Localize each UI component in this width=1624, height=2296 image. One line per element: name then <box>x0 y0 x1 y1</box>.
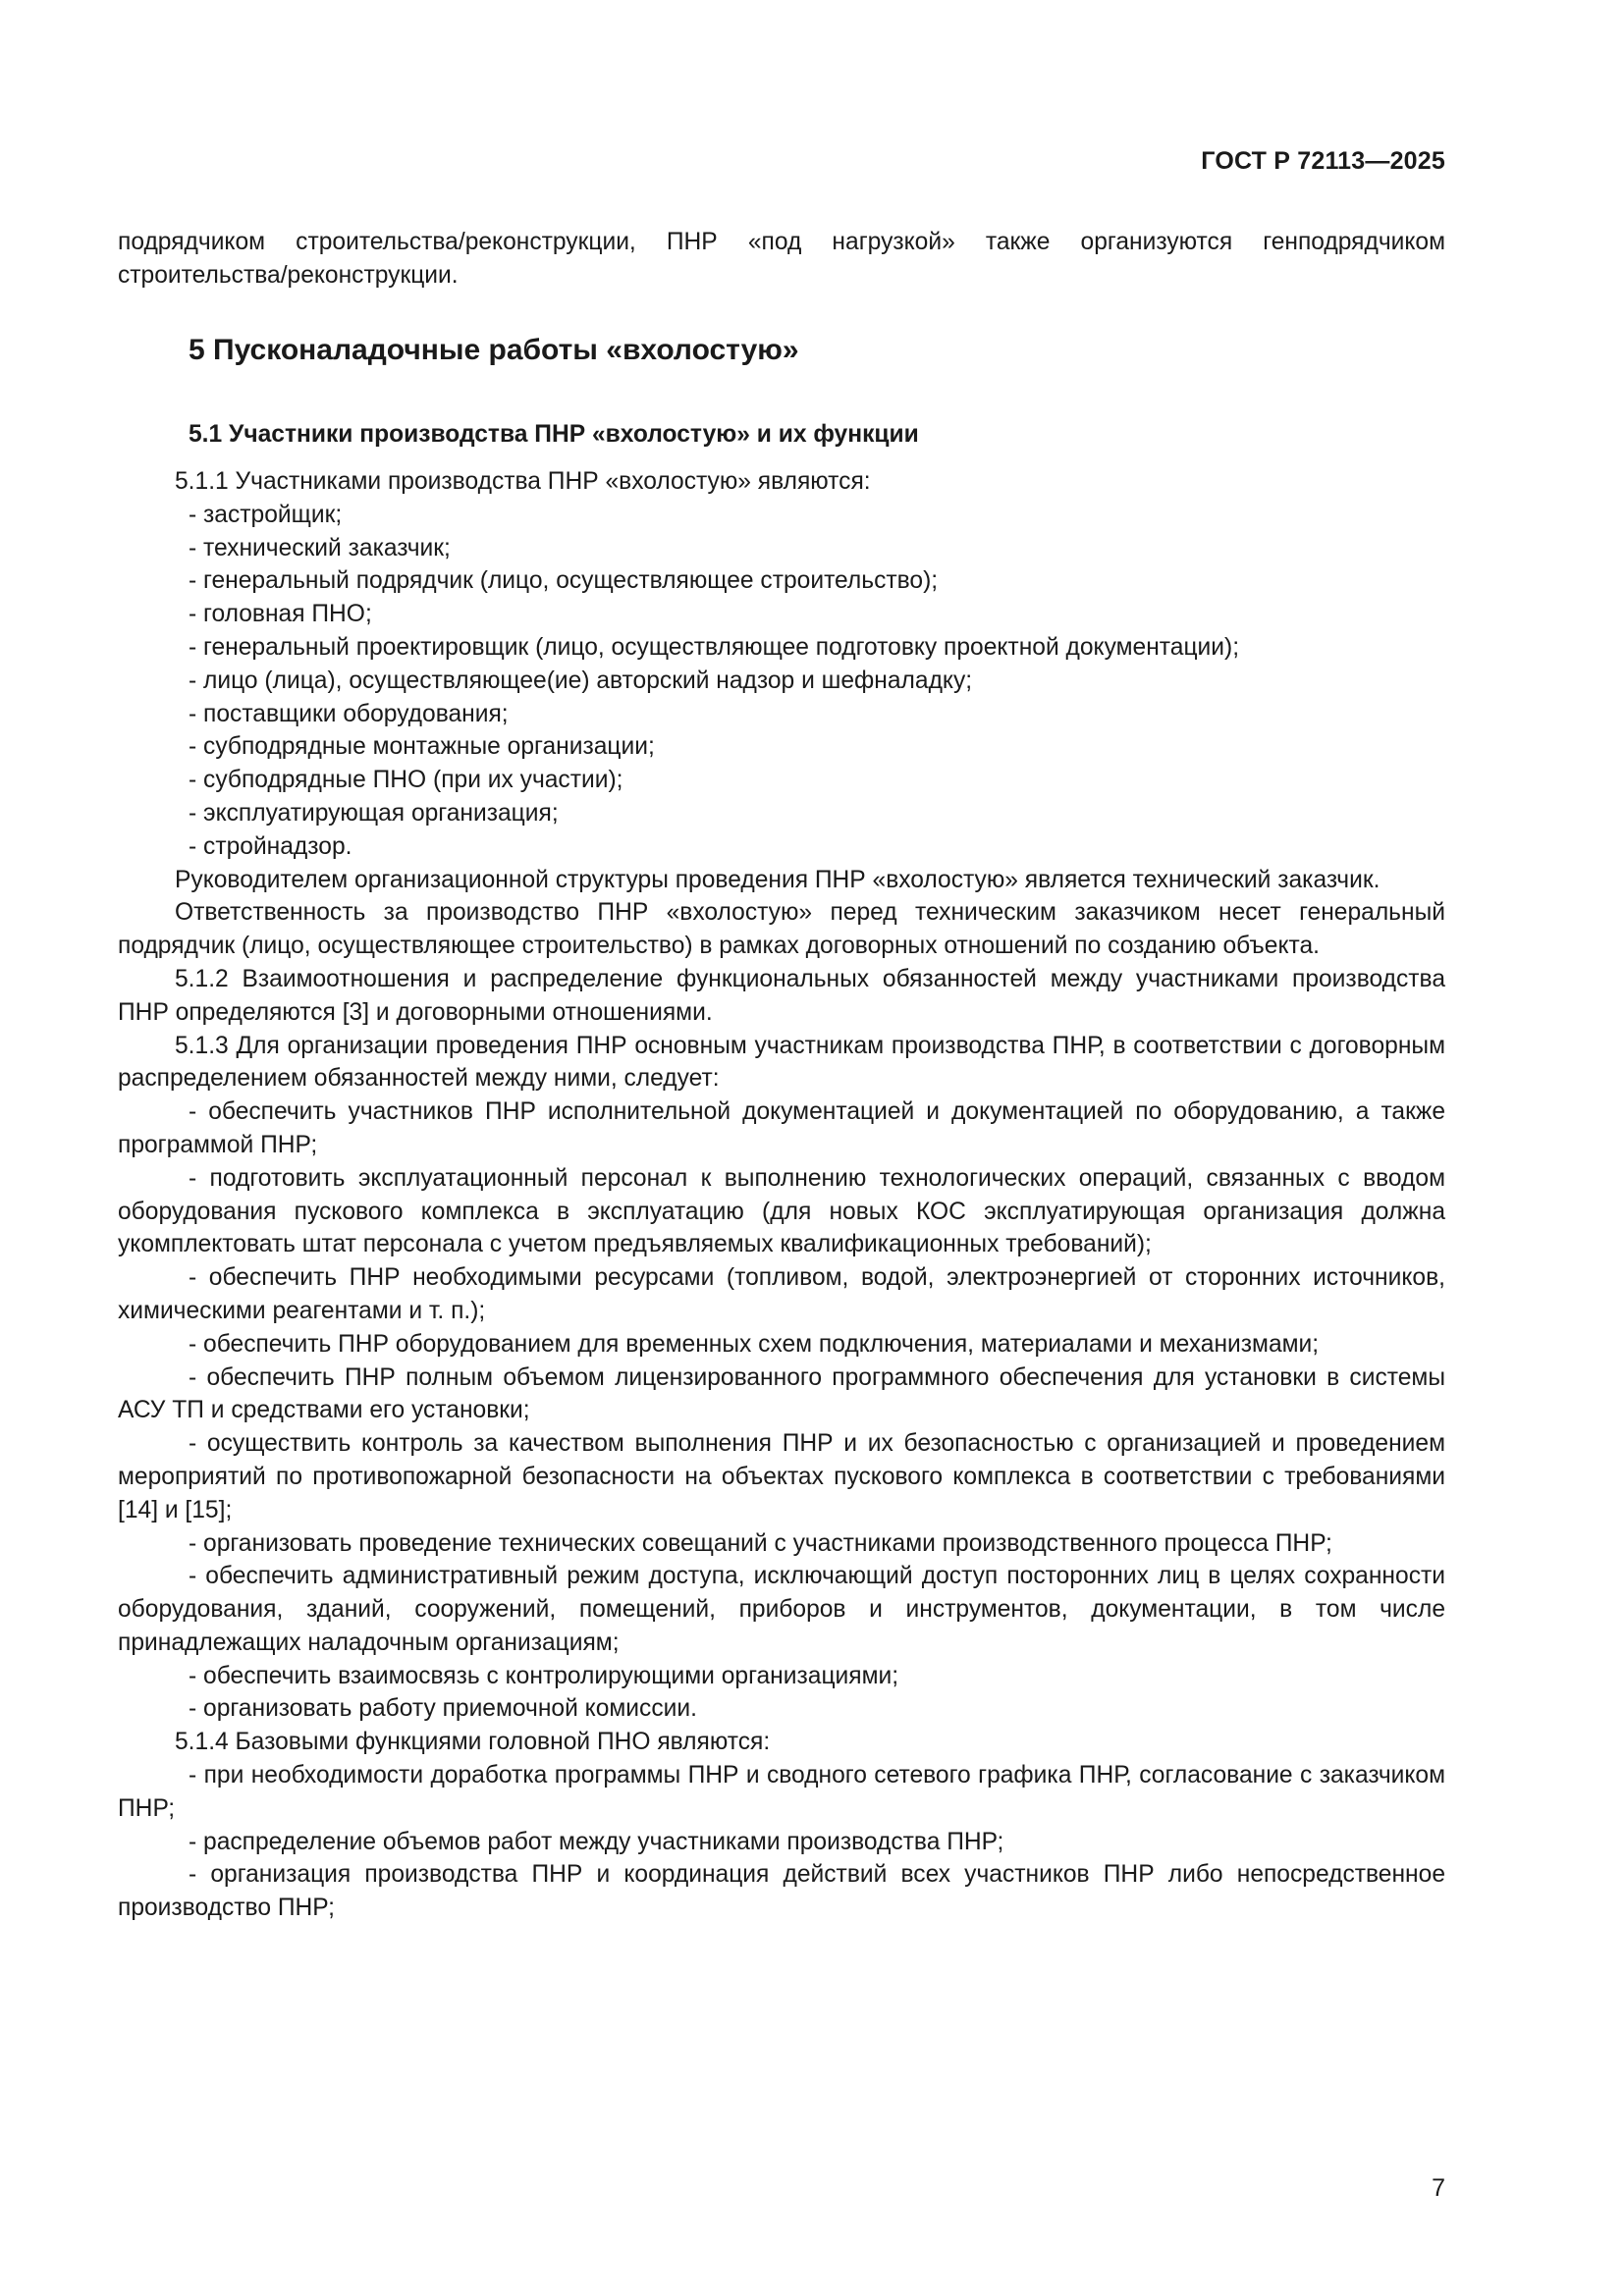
clause-5-1-1-lead: 5.1.1 Участниками производства ПНР «вхолостую» являются: <box>175 468 871 495</box>
list-item: - организовать проведение технических совещаний с участниками производственного процесса ПНР; <box>189 1529 1332 1557</box>
clause-5-1-3-lead: 5.1.3 Для организации проведения ПНР основным участникам производства ПНР, в соответствии с договорным распределением обязанностей между ними, следует: <box>118 1032 1445 1093</box>
list-item: - субподрядные монтажные организации; <box>189 733 655 761</box>
subsection-title: 5.1 Участники производства ПНР «вхолостую» и их функции <box>189 421 919 448</box>
list-item: - поставщики оборудования; <box>189 700 509 727</box>
page-content <box>118 226 1445 1922</box>
page-number: 7 <box>1432 2174 1445 2202</box>
clause-5-1-4-lead: 5.1.4 Базовыми функциями головной ПНО являются: <box>175 1729 771 1756</box>
list-item: - лицо (лица), осуществляющее(ие) авторский надзор и шефналадку; <box>189 667 973 694</box>
leader-paragraph: Руководителем организационной структуры проведения ПНР «вхолостую» является технический заказчик. <box>175 866 1380 893</box>
list-item: - при необходимости доработка программы ПНР и сводного сетевого графика ПНР, согласование с заказчиком ПНР; <box>118 1762 1445 1822</box>
list-item: - подготовить эксплуатационный персонал к выполнению технологических операций, связанных с вводом оборудования пускового комплекса в эксплуатацию (для новых КОС эксплуатирующая организация должна укомплектовать штат персонала с учетом предъявляемых квалификационных требований); <box>118 1164 1445 1258</box>
list-item: - обеспечить административный режим доступа, исключающий доступ посторонних лиц в целях сохранности оборудования, зданий, сооружений, помещений, приборов и инструментов, документации, в том числе принадлежащих наладочным организациям; <box>118 1563 1445 1656</box>
list-item: - технический заказчик; <box>189 534 451 561</box>
document-code: ГОСТ Р 72113—2025 <box>1201 147 1445 175</box>
section-title: 5 Пусконаладочные работы «вхолостую» <box>189 334 799 366</box>
body-text <box>118 465 1445 1925</box>
list-item: - распределение объемов работ между участниками производства ПНР; <box>189 1828 1004 1855</box>
list-item: - эксплуатирующая организация; <box>189 799 559 827</box>
participants-list <box>118 499 1445 864</box>
list-item: - обеспечить ПНР оборудованием для временных схем подключения, материалами и механизмами; <box>189 1330 1320 1358</box>
intro-paragraph: подрядчиком строительства/реконструкции, ПНР «под нагрузкой» также организуются генподрядчиком строительства/реконструкции. <box>118 229 1445 289</box>
list-item: - организовать работу приемочной комиссии. <box>189 1695 697 1723</box>
responsibility-paragraph: Ответственность за производство ПНР «вхолостую» перед техническим заказчиком несет генеральный подрядчик (лицо, осуществляющее строительство) в рамках договорных отношений по созданию объекта. <box>118 899 1445 960</box>
list-item: - обеспечить участников ПНР исполнительной документацией и документацией по оборудованию, а также программой ПНР; <box>118 1098 1445 1158</box>
list-item: - субподрядные ПНО (при их участии); <box>189 767 623 794</box>
list-item: - головная ПНО; <box>189 601 372 628</box>
clause-5-1-2: 5.1.2 Взаимоотношения и распределение функциональных обязанностей между участниками производства ПНР определяются [3] и договорными отношениями. <box>118 965 1445 1026</box>
list-item: - осуществить контроль за качеством выполнения ПНР и их безопасностью с организацией и проведением мероприятий по противопожарной безопасности на объектах пускового комплекса в соответствии с требованиями [14] и [15]; <box>118 1430 1445 1523</box>
list-item: - генеральный подрядчик (лицо, осуществляющее строительство); <box>189 567 939 595</box>
list-item: - обеспечить ПНР полным объемом лицензированного программного обеспечения для установки в системы АСУ ТП и средствами его установки; <box>118 1363 1445 1424</box>
list-item: - застройщик; <box>189 501 343 528</box>
list-item: - стройнадзор. <box>189 832 352 860</box>
list-item: - организация производства ПНР и координация действий всех участников ПНР либо непосредственное производство ПНР; <box>118 1861 1445 1922</box>
list-item: - генеральный проектировщик (лицо, осуществляющее подготовку проектной документации); <box>189 633 1240 661</box>
list-item: - обеспечить ПНР необходимыми ресурсами (топливом, водой, электроэнергией от сторонних источников, химическими реагентами и т. п.); <box>118 1264 1445 1324</box>
list-item: - обеспечить взаимосвязь с контролирующими организациями; <box>189 1662 899 1689</box>
